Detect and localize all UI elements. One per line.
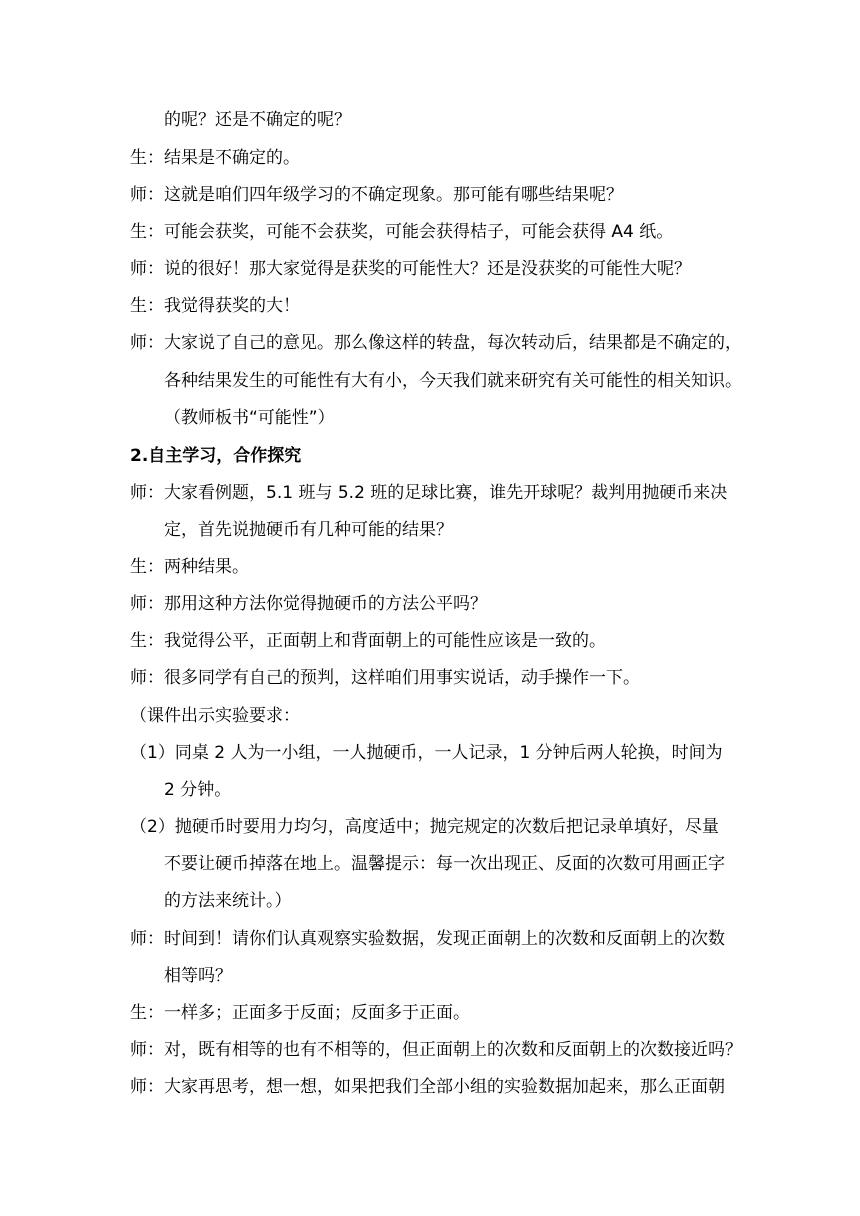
speaker-label: 生： [130,222,164,242]
speaker-label: 师： [130,594,164,614]
speaker-label: 生： [130,296,164,316]
speaker-label: 师： [130,259,164,279]
dialogue-line: 师：很多同学有自己的预判，这样咱们用事实说话，动手操作一下。 [130,668,640,688]
speaker-label: 师： [130,1040,164,1060]
speaker-label: 师： [130,483,164,503]
dialogue-line: 生：结果是不确定的。 [130,148,300,168]
text-line: （课件出示实验要求： [130,706,300,726]
text-line: （教师板书“可能性”） [164,408,335,428]
text-line: 的呢？还是不确定的呢？ [164,110,351,130]
text-line: 的方法来统计。） [164,891,292,911]
speaker-label: 生： [130,148,164,168]
speaker-label: 师： [130,929,164,949]
text-line: 不要让硬币掉落在地上。温馨提示：每一次出现正、反面的次数可用画正字 [164,854,725,874]
text-line: 2 分钟。 [164,780,232,800]
dialogue-line: 师：大家说了自己的意见。那么像这样的转盘，每次转动后，结果都是不确定的， [130,333,742,353]
dialogue-line: 师：大家再思考，想一想，如果把我们全部小组的实验数据加起来，那么正面朝 [130,1077,725,1097]
dialogue-line: 师：说的很好！那大家觉得是获奖的可能性大？还是没获奖的可能性大呢？ [130,259,691,279]
speaker-label: 师： [130,668,164,688]
dialogue-line: 师：时间到！请你们认真观察实验数据，发现正面朝上的次数和反面朝上的次数 [130,929,725,949]
section-heading: 2.自主学习，合作探究 [130,446,302,466]
dialogue-line: 生：可能会获奖，可能不会获奖，可能会获得桔子，可能会获得 A4 纸。 [130,222,674,242]
speaker-label: 生： [130,631,164,651]
dialogue-line: 师：那用这种方法你觉得抛硬币的方法公平吗？ [130,594,487,614]
dialogue-line: 师：这就是咱们四年级学习的不确定现象。那可能有哪些结果呢？ [130,185,623,205]
speaker-label: 生： [130,557,164,577]
speaker-label: 师： [130,333,164,353]
text-line: 各种结果发生的可能性有大有小，今天我们就来研究有关可能性的相关知识。 [164,371,742,391]
list-item: （2）抛硬币时要用力均匀，高度适中；抛完规定的次数后把记录单填好，尽量 [130,817,719,837]
dialogue-line: 生：我觉得公平，正面朝上和背面朝上的可能性应该是一致的。 [130,631,606,651]
speaker-label: 生： [130,1003,164,1023]
list-item: （1）同桌 2 人为一小组，一人抛硬币，一人记录，1 分钟后两人轮换，时间为 [130,743,723,763]
dialogue-line: 生：一样多；正面多于反面；反面多于正面。 [130,1003,470,1023]
text-line: 定，首先说抛硬币有几种可能的结果？ [164,520,453,540]
speaker-label: 师： [130,1077,164,1097]
dialogue-line: 师：对，既有相等的也有不相等的，但正面朝上的次数和反面朝上的次数接近吗？ [130,1040,742,1060]
dialogue-line: 师：大家看例题，5.1 班与 5.2 班的足球比赛，谁先开球呢？裁判用抛硬币来决 [130,483,728,503]
speaker-label: 师： [130,185,164,205]
text-line: 相等吗？ [164,966,232,986]
dialogue-line: 生：两种结果。 [130,557,249,577]
dialogue-line: 生：我觉得获奖的大！ [130,296,300,316]
